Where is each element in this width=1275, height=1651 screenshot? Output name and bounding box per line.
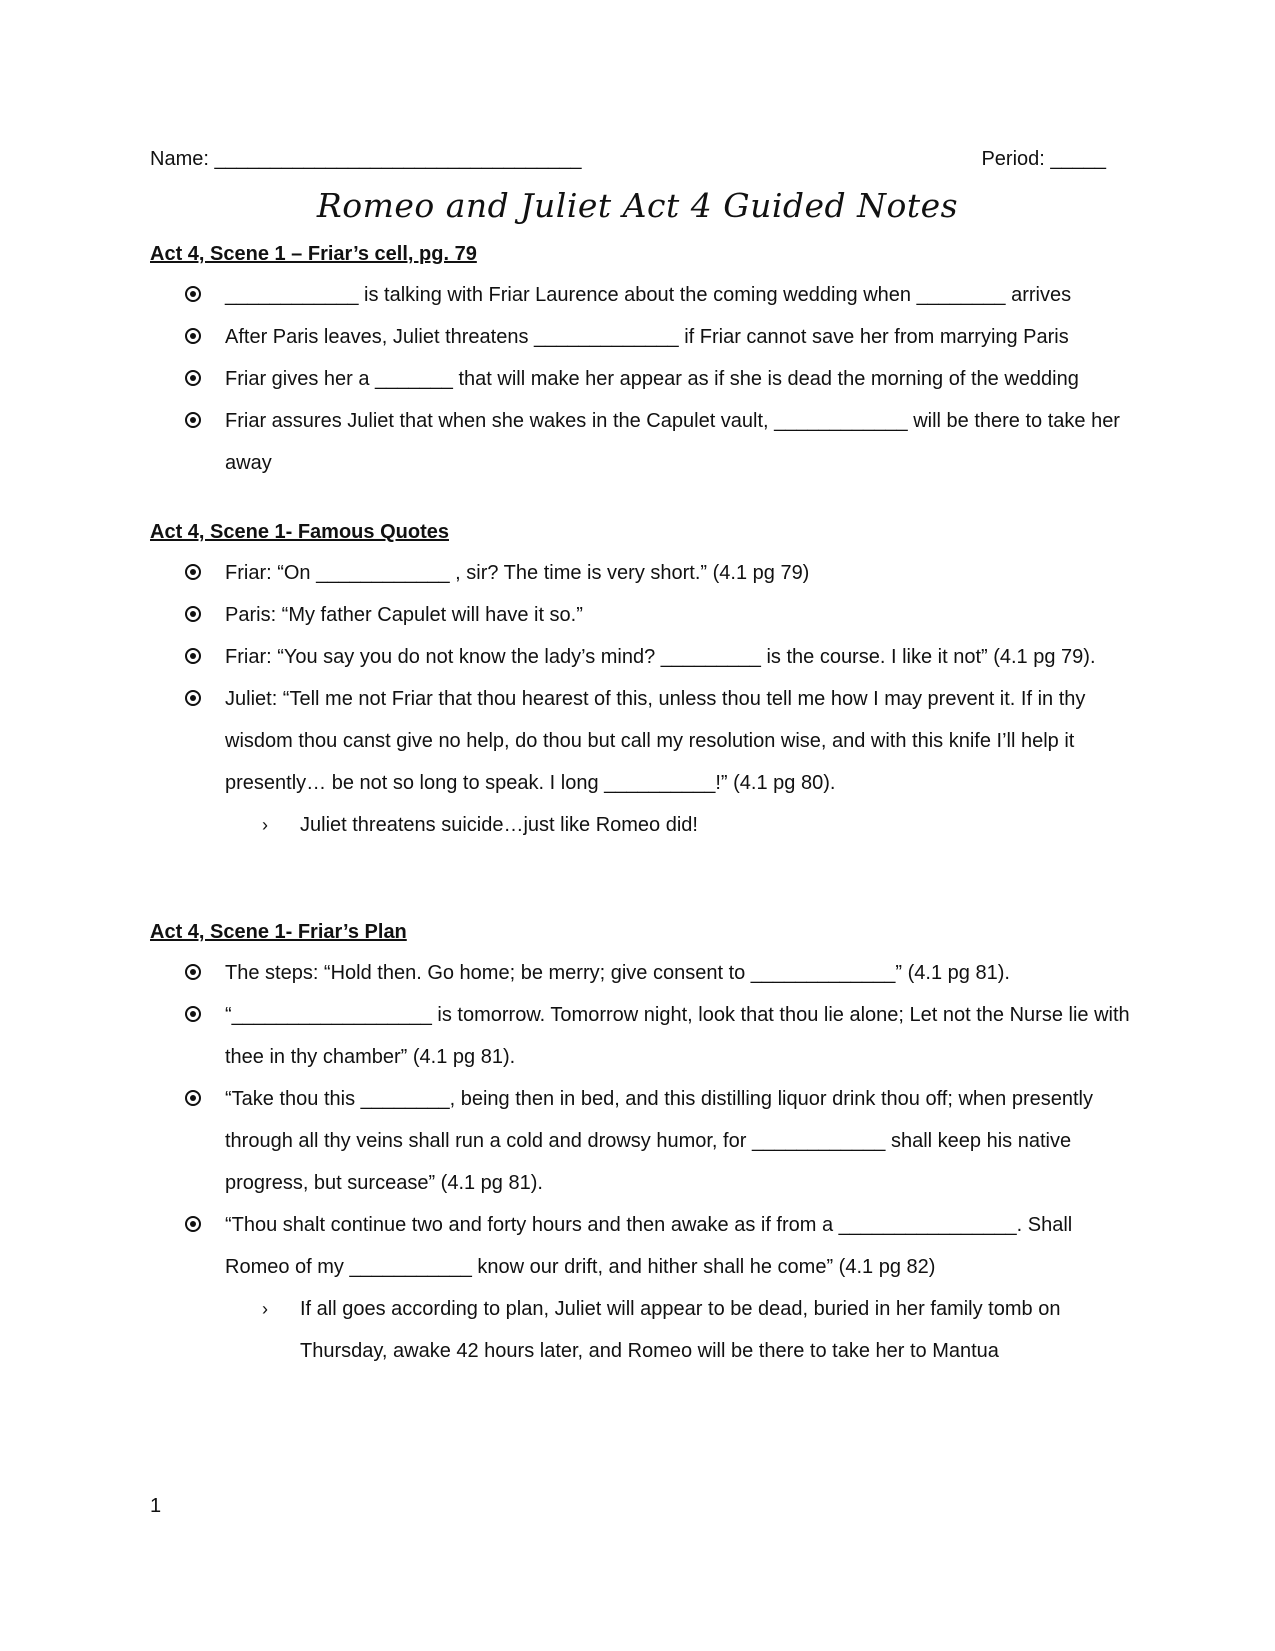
list-item-text: Friar: “On ____________ , sir? The time is very short.” (4.1 pg 79)	[225, 562, 810, 584]
section-heading: Act 4, Scene 1- Friar’s Plan	[150, 921, 407, 943]
list-item	[150, 316, 1130, 358]
list-item-text: Friar: “You say you do not know the lady’s mind? _________ is the course. I like it not” (4.1 pg 79).	[225, 646, 1096, 668]
list-item-text: Paris: “My father Capulet will have it so.”	[225, 604, 583, 626]
circle-bullet-icon	[185, 1216, 201, 1232]
list-item-text: Friar gives her a _______ that will make her appear as if she is dead the morning of the wedding	[225, 368, 1079, 390]
circle-bullet-icon	[185, 964, 201, 980]
list-item	[150, 1078, 1130, 1204]
list-item-text: ____________ is talking with Friar Laurence about the coming wedding when ________ arrives	[225, 284, 1072, 306]
list-item	[150, 1204, 1130, 1288]
list-item-text: Friar assures Juliet that when she wakes in the Capulet vault, ____________ will be there to take her away	[225, 410, 1120, 474]
list-item-text: “Thou shalt continue two and forty hours and then awake as if from a ________________. Shall Romeo of my ___________ know our drift, and hither shall he come” (4.1 pg 82)	[225, 1214, 1073, 1278]
list-item	[150, 994, 1130, 1078]
section-heading: Act 4, Scene 1- Famous Quotes	[150, 521, 449, 543]
section-famous-quotes	[150, 518, 1130, 846]
chevron-right-icon: ›	[262, 1299, 268, 1319]
list-item	[150, 552, 1130, 594]
circle-bullet-icon	[185, 370, 201, 386]
page-number: 1	[150, 1495, 162, 1517]
list-item	[150, 358, 1130, 400]
list-item	[150, 400, 1130, 484]
list-item	[150, 952, 1130, 994]
circle-bullet-icon	[185, 564, 201, 580]
list-item	[150, 678, 1130, 804]
circle-bullet-icon	[185, 1090, 201, 1106]
sub-list-item	[150, 804, 1130, 846]
student-info-header	[150, 148, 1106, 178]
circle-bullet-icon	[185, 412, 201, 428]
list-item-text: After Paris leaves, Juliet threatens _____________ if Friar cannot save her from marrying Paris	[225, 326, 1069, 348]
section-friars-cell	[150, 240, 1130, 484]
circle-bullet-icon	[185, 1006, 201, 1022]
circle-bullet-icon	[185, 606, 201, 622]
list-item	[150, 274, 1130, 316]
sub-list-item-text: Juliet threatens suicide…just like Romeo did!	[300, 814, 698, 836]
sub-list-item-text: If all goes according to plan, Juliet will appear to be dead, buried in her family tomb on Thursday, awake 42 hours later, and Romeo will be there to take her to Mantua	[300, 1298, 1061, 1362]
circle-bullet-icon	[185, 286, 201, 302]
list-item-text: The steps: “Hold then. Go home; be merry; give consent to _____________” (4.1 pg 81).	[225, 962, 1010, 984]
list-item-text: “Take thou this ________, being then in bed, and this distilling liquor drink thou off; when presently through all thy veins shall run a cold and drowsy humor, for ____________ shall keep his native progress, but surcease” (4.1 pg 81).	[225, 1088, 1093, 1194]
section-heading: Act 4, Scene 1 – Friar’s cell, pg. 79	[150, 243, 477, 265]
period-field: Period: _____	[981, 148, 1106, 170]
circle-bullet-icon	[185, 648, 201, 664]
sub-list-item	[150, 1288, 1130, 1372]
list-item	[150, 594, 1130, 636]
list-item	[150, 636, 1130, 678]
bullet-list	[150, 552, 1130, 846]
list-item-text: Juliet: “Tell me not Friar that thou hearest of this, unless thou tell me how I may prevent it. If in thy wisdom thou canst give no help, do thou but call my resolution wise, and with this knife I’ll help it presently… be not so long to speak. I long __________!” (4.1 pg 80).	[225, 688, 1086, 794]
chevron-right-icon: ›	[262, 815, 268, 835]
list-item-text: “__________________ is tomorrow. Tomorrow night, look that thou lie alone; Let not the Nurse lie with thee in thy chamber” (4.1 pg 81).	[225, 1004, 1130, 1068]
page-title: Romeo and Juliet Act 4 Guided Notes	[316, 186, 959, 225]
name-field: Name: _________________________________	[150, 148, 582, 170]
circle-bullet-icon	[185, 328, 201, 344]
section-friars-plan	[150, 918, 1130, 1372]
circle-bullet-icon	[185, 690, 201, 706]
bullet-list	[150, 274, 1130, 484]
bullet-list	[150, 952, 1130, 1372]
